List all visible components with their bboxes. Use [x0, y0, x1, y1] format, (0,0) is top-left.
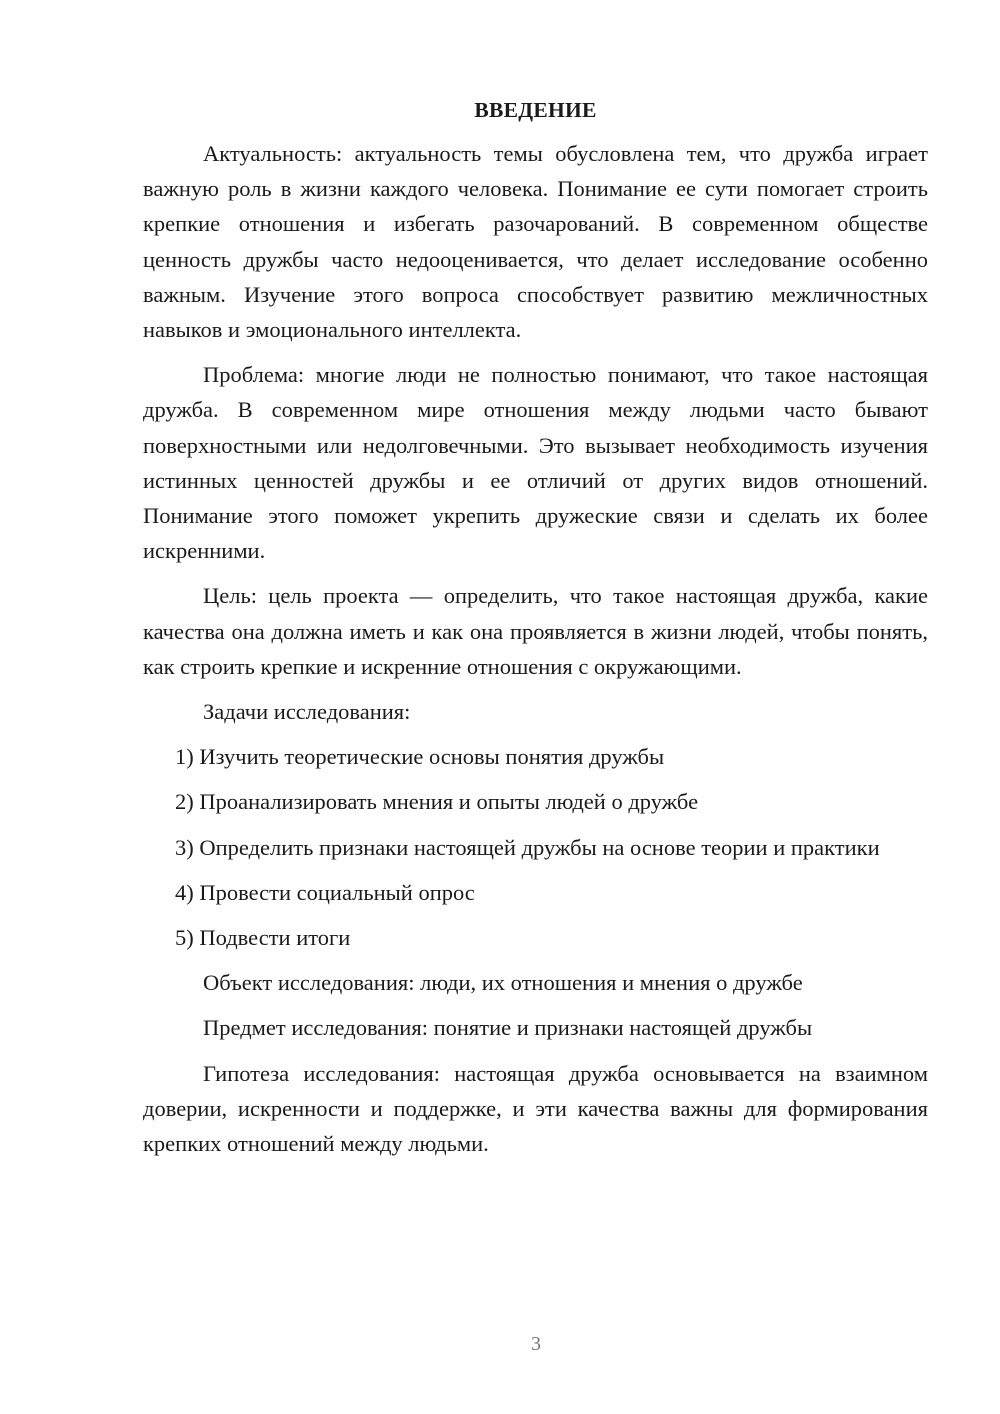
problem-paragraph: Проблема: многие люди не полностью понимают, что такое настоящая дружба. В современном мире отношения между людьми часто бывают поверхностными или недолговечными. Это вызывает необходимость изучения истинных ценностей дружбы и ее отличий от других видов отношений. Понимание этого поможет укрепить дружеские связи и сделать их более искренними.: [143, 362, 928, 564]
research-subject: Предмет исследования: понятие и признаки настоящей дружбы: [203, 1015, 813, 1041]
task-item: 1) Изучить теоретические основы понятия дружбы: [175, 744, 665, 770]
research-hypothesis: Гипотеза исследования: настоящая дружба основывается на взаимном доверии, искренности и поддержке, и эти качества важны для формирования крепких отношений между людьми.: [143, 1060, 928, 1157]
research-object: Объект исследования: люди, их отношения и мнения о дружбе: [203, 970, 803, 996]
page-number: 3: [531, 1333, 541, 1355]
task-item: 2) Проанализировать мнения и опыты людей о дружбе: [175, 789, 699, 815]
task-item: 5) Подвести итоги: [175, 925, 351, 951]
section-title: ВВЕДЕНИЕ: [474, 98, 597, 122]
relevance-paragraph: Актуальность: актуальность темы обусловлена тем, что дружба играет важную роль в жизни каждого человека. Понимание ее сути помогает строить крепкие отношения и избегать разочарований. В современном обществе ценность дружбы часто недооценивается, что делает исследование особенно важным. Изучение этого вопроса способствует развитию межличностных навыков и эмоционального интеллекта.: [143, 141, 928, 343]
task-item: 4) Провести социальный опрос: [175, 879, 475, 905]
tasks-heading: Задачи исследования:: [203, 699, 411, 725]
task-item: 3) Определить признаки настоящей дружбы на основе теории и практики: [175, 834, 880, 860]
goal-paragraph: Цель: цель проекта — определить, что такое настоящая дружба, какие качества она должна иметь и как она проявляется в жизни людей, чтобы понять, как строить крепкие и искренние отношения с окружающими.: [143, 583, 928, 679]
document-body: [143, 94, 928, 1171]
